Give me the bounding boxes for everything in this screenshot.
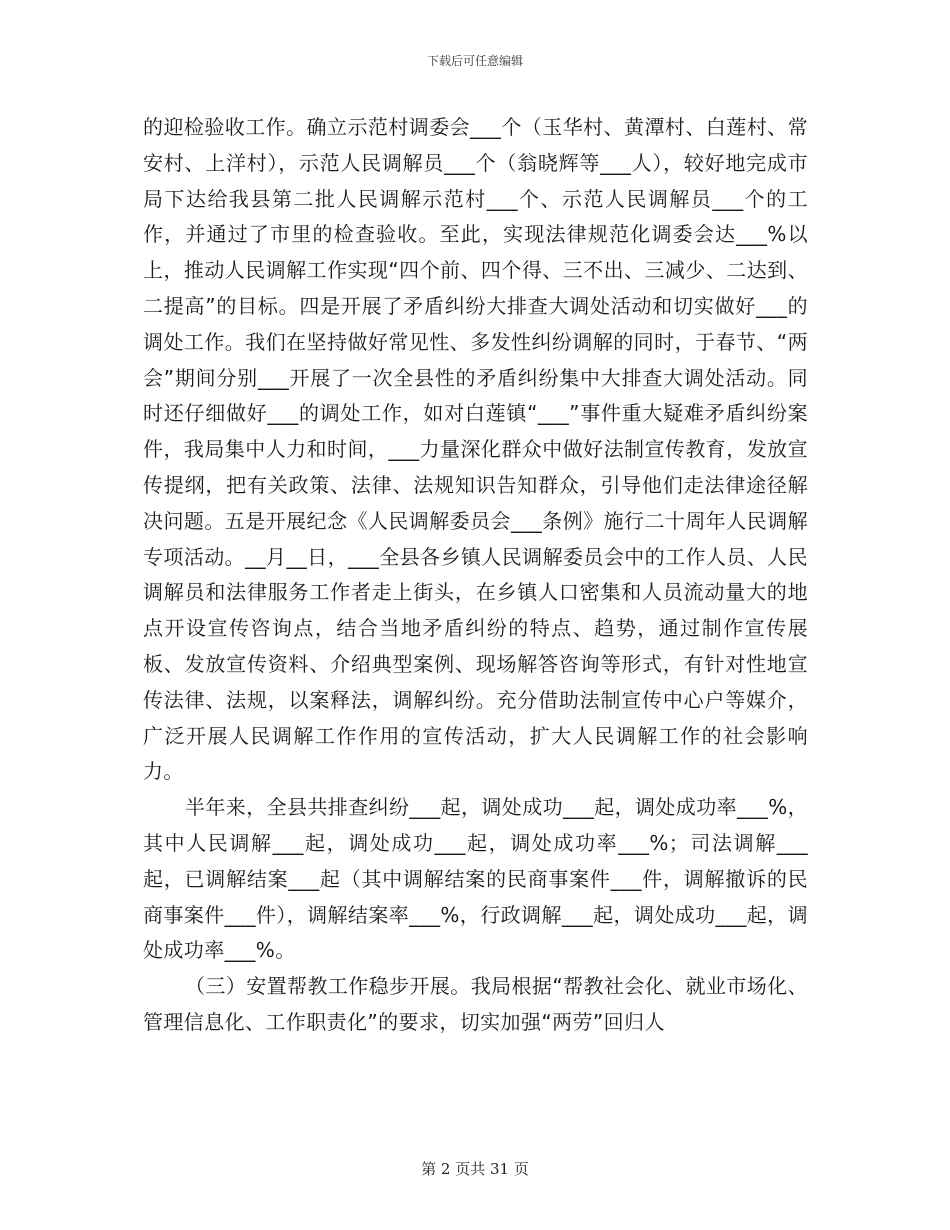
page-header: 下载后可任意编辑	[426, 54, 523, 68]
paragraph-3: （三）安置帮教工作稳步开展。我局根据“帮教社会化、就业市场化、管理信息化、工作职责化”的要求，切实加强“两劳”回归人	[143, 974, 808, 1034]
paragraph-1: 的迎检验收工作。确立示范村调委会___个（玉华村、黄潭村、白莲村、常安村、上洋村），示范人民调解员___个（翁晓辉等___人），较好地完成市局下达给我县第二批人民调解示范村___个、示范人民调解员___个的工作，并通过了市里的检查验收。至此，实现法律规范化调委会达___%以上，推动人民调解工作实现“四个前、四个得、三不出、三减少、二达到、二提高”的目标。四是开展了矛盾纠纷大排查大调处活动和切实做好___的调处工作。我们在坚持做好常见性、多发性纠纷调解的同时，于春节、“两会”期间分别___开展了一次全县性的矛盾纠纷集中大排查大调处活动。同时还仔细做好___的调处工作，如对白莲镇“___”事件重大疑难矛盾纠纷案件，我局集中人力和时间，___力量深化群众中做好法制宣传教育，发放宣传提纲，把有关政策、法律、法规知识告知群众，引导他们走法律途径解决问题。五是开展纪念《人民调解委员会___条例》施行二十周年人民调解专项活动。__月__日，___全县各乡镇人民调解委员会中的工作人员、人民调解员和法律服务工作者走上街头，在乡镇人口密集和人员流动量大的地点开设宣传咨询点，结合当地矛盾纠纷的特点、趋势，通过制作宣传展板、发放宣传资料、介绍典型案例、现场解答咨询等形式，有针对性地宣传法律、法规，以案释法，调解纠纷。充分借助法制宣传中心户等媒介，广泛开展人民调解工作作用的宣传活动，扩大人民调解工作的社会影响力。	[143, 115, 808, 784]
document-body	[143, 110, 808, 1041]
paragraph-2: 半年来，全县共排查纠纷___起，调处成功___起，调处成功率___%，其中人民调解___起，调处成功___起，调处成功率___%；司法调解___起，已调解结案___起（其中调解结案的民商事案件___件，调解撤诉的民商事案件___件），调解结案率___%，行政调解___起，调处成功___起，调处成功率___%。	[143, 795, 809, 963]
page-footer: 第 2 页共 31 页	[421, 1160, 529, 1178]
